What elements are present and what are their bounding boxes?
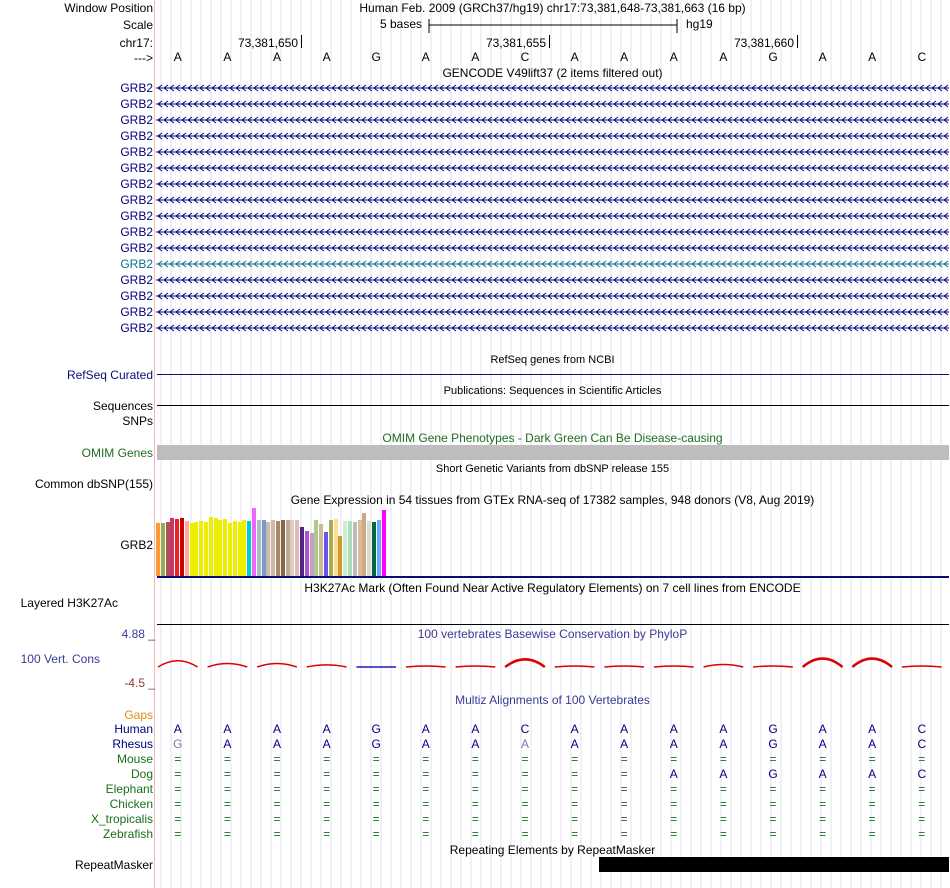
sequence-base: A <box>272 50 281 64</box>
gencode-transcript-line[interactable] <box>156 83 949 93</box>
publications-line[interactable] <box>157 405 949 406</box>
alignment-base: = <box>174 752 182 766</box>
gtex-track-title: Gene Expression in 54 tissues from GTEx RNA-seq of 17382 samples, 948 donors (V8, Aug 2019) <box>290 493 815 507</box>
gtex-tissue-bar[interactable] <box>190 523 194 576</box>
alignment-base: = <box>174 767 182 781</box>
alignment-base: = <box>521 767 529 781</box>
alignment-base: = <box>471 752 479 766</box>
alignment-base: = <box>223 797 231 811</box>
window-position-text: Human Feb. 2009 (GRCh37/hg19) chr17:73,381,648-73,381,663 (16 bp) <box>359 1 746 15</box>
gtex-expression-chart[interactable] <box>156 507 949 576</box>
alignment-base: = <box>521 797 529 811</box>
sequence-base: C <box>520 50 530 64</box>
scale-bar <box>428 16 680 34</box>
gtex-tissue-bar[interactable] <box>257 520 261 576</box>
alignment-base: = <box>323 767 331 781</box>
alignment-base: = <box>174 812 182 826</box>
alignment-base: = <box>422 782 430 796</box>
gtex-tissue-bar[interactable] <box>300 527 304 576</box>
omim-track-title: OMIM Gene Phenotypes - Dark Green Can Be Disease-causing <box>382 431 723 445</box>
alignment-base: = <box>670 752 678 766</box>
alignment-base: C <box>917 737 927 751</box>
conservation-score-mark <box>555 666 595 667</box>
publications-track-title: Publications: Sequences in Scientific Articles <box>443 385 662 397</box>
alignment-base: A <box>223 737 232 751</box>
gtex-tissue-bar[interactable] <box>233 521 237 576</box>
repeatmasker-track-label[interactable]: RepeatMasker <box>74 858 153 872</box>
alignment-base: = <box>719 827 727 841</box>
alignment-base: = <box>521 812 529 826</box>
alignment-base: = <box>769 812 777 826</box>
gaps-label[interactable]: Gaps <box>124 708 153 722</box>
gencode-transcript-label[interactable]: GRB2 <box>120 145 153 159</box>
h3k27ac-track-label[interactable]: Layered H3K27Ac <box>20 596 118 610</box>
coordinate-tick-label: 73,381,650 <box>237 36 298 50</box>
conservation-score-mark <box>604 666 644 667</box>
repeat-element-block[interactable] <box>599 857 949 872</box>
gtex-tissue-bar[interactable] <box>166 522 170 576</box>
species-label[interactable]: Dog <box>130 767 153 781</box>
conservation-score-mark <box>208 664 248 668</box>
alignment-base: G <box>768 722 778 736</box>
alignment-base: A <box>322 722 331 736</box>
multiz-track-title: Multiz Alignments of 100 Vertebrates <box>455 693 650 707</box>
alignment-base: = <box>273 812 281 826</box>
alignment-base: G <box>173 737 183 751</box>
alignment-base: = <box>273 752 281 766</box>
gencode-transcript-label[interactable]: GRB2 <box>120 241 153 255</box>
alignment-base: A <box>669 737 678 751</box>
gtex-tissue-bar[interactable] <box>382 510 386 576</box>
gtex-tissue-bar[interactable] <box>175 519 179 576</box>
alignment-base: A <box>272 722 281 736</box>
alignment-base: = <box>571 797 579 811</box>
omim-gene-bar[interactable] <box>157 445 949 460</box>
alignment-base: A <box>471 722 480 736</box>
alignment-base: = <box>422 797 430 811</box>
species-label[interactable]: Rhesus <box>112 737 153 751</box>
alignment-base: = <box>372 827 380 841</box>
alignment-base: = <box>719 752 727 766</box>
gtex-tissue-bar[interactable] <box>358 520 362 576</box>
gtex-tissue-bar[interactable] <box>367 521 371 576</box>
coordinate-tick-mark <box>549 35 550 48</box>
gtex-tissue-bar[interactable] <box>156 523 160 576</box>
alignment-base: A <box>868 767 877 781</box>
alignment-base: = <box>620 827 628 841</box>
alignment-base: A <box>620 722 629 736</box>
gtex-tissue-bar[interactable] <box>238 522 242 576</box>
gencode-transcript-line[interactable] <box>156 259 949 269</box>
gtex-tissue-bar[interactable] <box>372 522 376 576</box>
assembly-label: hg19 <box>686 17 713 31</box>
sequence-base: A <box>719 50 728 64</box>
gtex-tissue-bar[interactable] <box>329 520 333 576</box>
gencode-transcript-label[interactable]: GRB2 <box>120 129 153 143</box>
conservation-score-mark <box>406 666 446 667</box>
gencode-transcript-label[interactable]: GRB2 <box>120 225 153 239</box>
snps-label[interactable]: SNPs <box>122 414 153 428</box>
alignment-base: = <box>769 752 777 766</box>
alignment-base: G <box>371 722 381 736</box>
alignment-base: A <box>471 737 480 751</box>
alignment-base: A <box>322 737 331 751</box>
alignment-base: = <box>273 797 281 811</box>
refseq-gene-line[interactable] <box>157 374 949 375</box>
gencode-transcript-label[interactable]: GRB2 <box>120 81 153 95</box>
alignment-base: = <box>422 812 430 826</box>
alignment-base: = <box>571 767 579 781</box>
alignment-base: = <box>719 797 727 811</box>
alignment-base: = <box>918 782 926 796</box>
alignment-base: = <box>223 767 231 781</box>
h3k27ac-line <box>157 624 949 625</box>
alignment-base: G <box>371 737 381 751</box>
gtex-tissue-bar[interactable] <box>310 533 314 576</box>
alignment-base: C <box>520 722 530 736</box>
alignment-base: A <box>818 737 827 751</box>
alignment-base: A <box>570 737 579 751</box>
sequence-base: G <box>768 50 778 64</box>
sequence-base: A <box>570 50 579 64</box>
gtex-tissue-bar[interactable] <box>262 520 266 576</box>
gencode-transcript-line[interactable] <box>156 291 949 301</box>
alignment-base: = <box>620 782 628 796</box>
gencode-transcript-label[interactable]: GRB2 <box>120 305 153 319</box>
alignment-base: A <box>520 737 529 751</box>
gtex-tissue-bar[interactable] <box>194 522 198 576</box>
omim-track-label[interactable]: OMIM Genes <box>81 446 153 460</box>
gencode-transcript-label[interactable]: GRB2 <box>120 113 153 127</box>
gtex-track-label[interactable]: GRB2 <box>120 538 153 552</box>
repeatmasker-track-title: Repeating Elements by RepeatMasker <box>449 843 656 857</box>
gtex-tissue-bar[interactable] <box>204 522 208 576</box>
gtex-tissue-bar[interactable] <box>362 513 366 576</box>
gtex-tissue-bar[interactable] <box>286 520 290 576</box>
refseq-track-title: RefSeq genes from NCBI <box>490 354 615 366</box>
sequence-base: A <box>173 50 182 64</box>
species-label[interactable]: X_tropicalis <box>90 812 153 826</box>
sequence-base: A <box>421 50 430 64</box>
gtex-gene-line <box>157 576 949 578</box>
gtex-tissue-bar[interactable] <box>228 523 232 576</box>
alignment-base: = <box>223 782 231 796</box>
gencode-transcript-label[interactable]: GRB2 <box>120 193 153 207</box>
gencode-transcript-line[interactable] <box>156 147 949 157</box>
gtex-tissue-bar[interactable] <box>266 522 270 576</box>
gtex-tissue-bar[interactable] <box>170 518 174 576</box>
gencode-transcript-label[interactable]: GRB2 <box>120 161 153 175</box>
conservation-score-mark <box>505 659 545 667</box>
gencode-transcript-line[interactable] <box>156 163 949 173</box>
gtex-tissue-bar[interactable] <box>281 520 285 576</box>
sequence-base: A <box>669 50 678 64</box>
dbsnp-track-label[interactable]: Common dbSNP(155) <box>34 477 153 491</box>
gtex-tissue-bar[interactable] <box>209 517 213 576</box>
alignment-base: = <box>868 797 876 811</box>
conservation-min-label: -4.5 _ <box>124 676 155 690</box>
conservation-score-mark <box>803 659 843 667</box>
species-label[interactable]: Elephant <box>105 782 153 796</box>
alignment-base: G <box>768 767 778 781</box>
alignment-base: = <box>323 782 331 796</box>
sequence-base: A <box>471 50 480 64</box>
alignment-base: = <box>719 782 727 796</box>
conservation-score-mark <box>307 665 347 667</box>
coordinate-tick-label: 73,381,660 <box>733 36 794 50</box>
alignment-base: = <box>918 812 926 826</box>
gencode-transcript-label[interactable]: GRB2 <box>120 177 153 191</box>
gtex-tissue-bar[interactable] <box>214 518 218 576</box>
alignment-base: = <box>769 782 777 796</box>
alignment-base: = <box>372 767 380 781</box>
alignment-base: = <box>868 827 876 841</box>
conservation-score-mark <box>704 665 744 667</box>
gencode-transcript-line[interactable] <box>156 131 949 141</box>
alignment-base: = <box>670 782 678 796</box>
alignment-base: = <box>571 752 579 766</box>
alignment-base: = <box>620 812 628 826</box>
gtex-tissue-bar[interactable] <box>180 518 184 576</box>
window-position-label: Window Position <box>64 1 153 15</box>
gtex-tissue-bar[interactable] <box>324 532 328 576</box>
gencode-transcript-line[interactable] <box>156 243 949 253</box>
alignment-base: = <box>422 827 430 841</box>
alignment-base: = <box>620 752 628 766</box>
gencode-track-title: GENCODE V49lift37 (2 items filtered out) <box>442 66 663 80</box>
alignment-base: A <box>669 767 678 781</box>
alignment-base: = <box>471 812 479 826</box>
alignment-base: = <box>223 812 231 826</box>
gencode-transcript-line[interactable] <box>156 323 949 333</box>
gencode-transcript-label[interactable]: GRB2 <box>120 97 153 111</box>
alignment-base: A <box>669 722 678 736</box>
alignment-base: = <box>471 767 479 781</box>
alignment-base: = <box>273 827 281 841</box>
gencode-transcript-line[interactable] <box>156 99 949 109</box>
gtex-tissue-bar[interactable] <box>252 508 256 576</box>
alignment-base: = <box>918 752 926 766</box>
conservation-plot[interactable] <box>155 640 950 690</box>
alignment-base: = <box>471 797 479 811</box>
gtex-tissue-bar[interactable] <box>161 523 165 576</box>
alignment-base: = <box>323 797 331 811</box>
alignment-base: = <box>521 782 529 796</box>
coordinate-tick-mark <box>301 35 302 48</box>
alignment-base: A <box>272 737 281 751</box>
alignment-base: A <box>719 737 728 751</box>
alignment-base: A <box>719 722 728 736</box>
alignment-base: A <box>868 722 877 736</box>
gtex-tissue-bar[interactable] <box>295 520 299 576</box>
gencode-transcript-line[interactable] <box>156 179 949 189</box>
sequence-base: A <box>620 50 629 64</box>
alignment-base: = <box>769 797 777 811</box>
alignment-base: = <box>422 752 430 766</box>
gencode-transcript-line[interactable] <box>156 227 949 237</box>
alignment-base: = <box>323 827 331 841</box>
scale-bar-text: 5 bases <box>380 17 423 31</box>
conservation-score-mark <box>158 661 198 667</box>
alignment-base: = <box>620 797 628 811</box>
gtex-tissue-bar[interactable] <box>338 536 342 576</box>
alignment-base: A <box>223 722 232 736</box>
gtex-tissue-bar[interactable] <box>377 520 381 576</box>
gencode-transcript-label[interactable]: GRB2 <box>120 289 153 303</box>
alignment-base: = <box>819 827 827 841</box>
sequence-base: A <box>818 50 827 64</box>
strand-arrow-label: ---> <box>134 51 153 65</box>
alignment-base: = <box>819 782 827 796</box>
gencode-transcript-label[interactable]: GRB2 <box>120 209 153 223</box>
alignment-base: = <box>323 812 331 826</box>
alignment-base: = <box>174 827 182 841</box>
gencode-transcript-line[interactable] <box>156 275 949 285</box>
gencode-transcript-label[interactable]: GRB2 <box>120 257 153 271</box>
alignment-base: = <box>422 767 430 781</box>
conservation-max-label: 4.88 _ <box>121 627 155 641</box>
alignment-base: G <box>768 737 778 751</box>
gtex-tissue-bar[interactable] <box>353 522 357 576</box>
conservation-score-mark <box>257 664 297 668</box>
gtex-tissue-bar[interactable] <box>319 524 323 576</box>
alignment-base: = <box>571 827 579 841</box>
alignment-base: = <box>521 752 529 766</box>
alignment-base: C <box>917 767 927 781</box>
refseq-track-label[interactable]: RefSeq Curated <box>66 368 153 382</box>
gtex-tissue-bar[interactable] <box>271 520 275 576</box>
species-label[interactable]: Human <box>114 722 153 736</box>
dbsnp-track-title: Short Genetic Variants from dbSNP release 155 <box>435 463 670 475</box>
alignment-base: = <box>571 812 579 826</box>
gtex-tissue-bar[interactable] <box>185 521 189 576</box>
alignment-base: C <box>917 722 927 736</box>
alignment-base: A <box>570 722 579 736</box>
alignment-base: = <box>521 827 529 841</box>
alignment-base: = <box>571 782 579 796</box>
alignment-base: = <box>868 812 876 826</box>
sequence-base: G <box>371 50 381 64</box>
conservation-score-mark <box>654 666 694 667</box>
alignment-base: = <box>819 812 827 826</box>
gencode-transcript-line[interactable] <box>156 211 949 221</box>
alignment-base: = <box>620 767 628 781</box>
alignment-base: = <box>918 827 926 841</box>
gtex-tissue-bar[interactable] <box>247 521 251 576</box>
alignment-base: = <box>372 812 380 826</box>
gtex-tissue-bar[interactable] <box>290 520 294 576</box>
alignment-base: = <box>670 812 678 826</box>
alignment-base: = <box>819 797 827 811</box>
sequence-base: A <box>223 50 232 64</box>
alignment-base: = <box>273 782 281 796</box>
alignment-base: = <box>471 782 479 796</box>
gencode-transcript-label[interactable]: GRB2 <box>120 273 153 287</box>
sequence-base: A <box>322 50 331 64</box>
alignment-base: A <box>173 722 182 736</box>
gtex-tissue-bar[interactable] <box>305 531 309 576</box>
coordinate-tick-mark <box>797 35 798 48</box>
species-label[interactable]: Mouse <box>116 752 153 766</box>
conservation-score-mark <box>456 666 496 667</box>
alignment-base: A <box>818 722 827 736</box>
chrom-label: chr17: <box>119 36 153 50</box>
alignment-base: = <box>719 812 727 826</box>
gtex-tissue-bar[interactable] <box>334 519 338 576</box>
alignment-base: A <box>421 722 430 736</box>
gtex-tissue-bar[interactable] <box>218 520 222 576</box>
alignment-base: = <box>174 797 182 811</box>
sequence-base: A <box>868 50 877 64</box>
alignment-base: A <box>868 737 877 751</box>
alignment-base: = <box>670 797 678 811</box>
alignment-base: = <box>273 767 281 781</box>
gencode-transcript-line[interactable] <box>156 307 949 317</box>
alignment-base: A <box>818 767 827 781</box>
scale-label: Scale <box>122 18 153 32</box>
alignment-base: = <box>769 827 777 841</box>
gtex-tissue-bar[interactable] <box>242 520 246 576</box>
gencode-transcript-label[interactable]: GRB2 <box>120 321 153 335</box>
alignment-base: = <box>868 782 876 796</box>
alignment-base: = <box>918 797 926 811</box>
alignment-base: = <box>471 827 479 841</box>
alignment-base: = <box>223 752 231 766</box>
gencode-transcript-line[interactable] <box>156 195 949 205</box>
gencode-transcript-line[interactable] <box>156 115 949 125</box>
alignment-base: = <box>819 752 827 766</box>
coordinate-tick-label: 73,381,655 <box>485 36 546 50</box>
alignment-base: A <box>719 767 728 781</box>
alignment-base: = <box>174 782 182 796</box>
gtex-tissue-bar[interactable] <box>348 521 352 576</box>
conservation-score-mark <box>753 666 793 667</box>
conservation-score-mark <box>852 659 892 667</box>
alignment-base: = <box>372 797 380 811</box>
species-label[interactable]: Chicken <box>109 797 153 811</box>
publications-track-label[interactable]: Sequences <box>92 399 153 413</box>
alignment-base: A <box>620 737 629 751</box>
gtex-tissue-bar[interactable] <box>199 521 203 576</box>
alignment-base: = <box>372 752 380 766</box>
conservation-track-title: 100 vertebrates Basewise Conservation by PhyloP <box>417 627 688 641</box>
species-label[interactable]: Zebrafish <box>102 827 153 841</box>
gtex-tissue-bar[interactable] <box>314 520 318 576</box>
gtex-tissue-bar[interactable] <box>223 519 227 576</box>
alignment-base: = <box>868 752 876 766</box>
alignment-base: = <box>223 827 231 841</box>
h3k27ac-track-title: H3K27Ac Mark (Often Found Near Active Regulatory Elements) on 7 cell lines from ENCODE <box>304 581 801 595</box>
conservation-track-label[interactable]: 100 Vert. Cons <box>20 652 100 666</box>
alignment-base: A <box>421 737 430 751</box>
conservation-score-mark <box>902 666 942 667</box>
alignment-base: = <box>372 782 380 796</box>
alignment-base: = <box>323 752 331 766</box>
gtex-tissue-bar[interactable] <box>343 521 347 576</box>
sequence-base: C <box>917 50 927 64</box>
gtex-tissue-bar[interactable] <box>276 521 280 576</box>
alignment-base: = <box>670 827 678 841</box>
